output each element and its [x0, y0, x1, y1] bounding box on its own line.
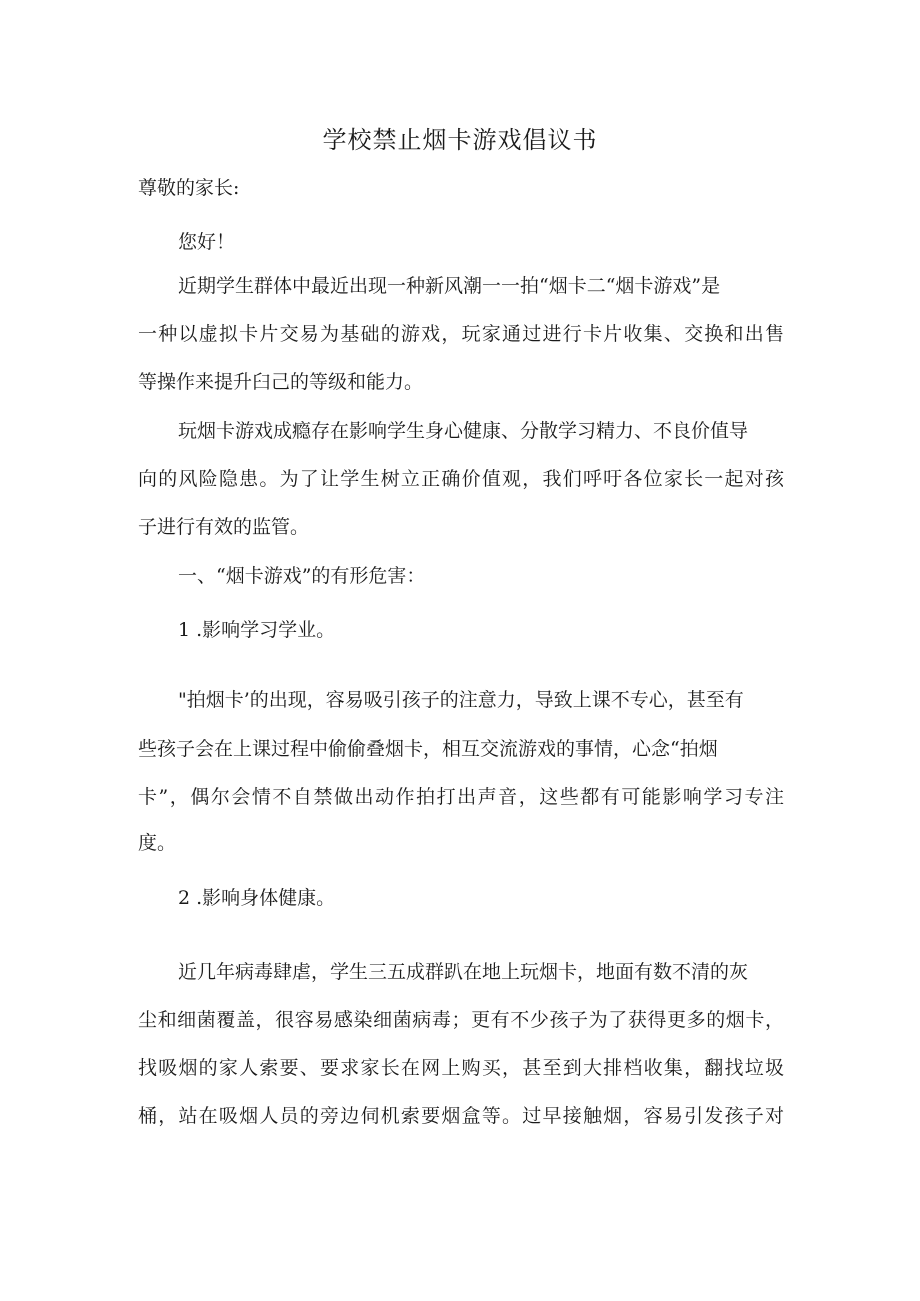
paragraph2-line1: 玩烟卡游戏成瘾存在影响学生身心健康、分散学习精力、不良价值导 — [178, 420, 749, 442]
salutation: 尊敬的家长: — [138, 177, 240, 199]
item1-line2: 些孩子会在上课过程中偷偷叠烟卡，相互交流游戏的事情，心念“拍烟 — [138, 738, 718, 760]
item1-heading: 1 .影响学习学业。 — [178, 619, 336, 641]
paragraph1-line3: 等操作来提升臼己的等级和能力。 — [138, 371, 424, 393]
document-title: 学校禁止烟卡游戏倡议书 — [322, 126, 598, 154]
paragraph1-line2: 一种以虚拟卡片交易为基础的游戏，玩家通过进行卡片收集、交换和出售 — [138, 323, 784, 345]
item2-heading: 2 .影响身体健康。 — [178, 887, 336, 909]
item2-line3: 找吸烟的家人索要、要求家长在网上购买，甚至到大排档收集，翻找垃圾 — [138, 1057, 784, 1079]
greeting: 您好！ — [178, 231, 236, 253]
item1-line1: "拍烟卡’的出现，容易吸引孩子的注意力，导致上课不专心，甚至有 — [178, 689, 744, 711]
paragraph2-line3: 子进行有效的监管。 — [138, 516, 310, 538]
item1-line4: 度。 — [138, 832, 177, 854]
item2-line4: 桶，站在吸烟人员的旁边伺机索要烟盒等。过早接触烟，容易引发孩子对 — [138, 1105, 784, 1127]
paragraph2-line2: 向的风险隐患。为了让学生树立正确价值观，我们呼吁各位家长一起对孩 — [138, 468, 784, 490]
section1-heading: 一、“烟卡游戏”的有形危害： — [178, 565, 426, 587]
item2-line2: 尘和细菌覆盖，很容易感染细菌病毒；更有不少孩子为了获得更多的烟卡， — [138, 1009, 784, 1031]
item1-line3: 卡”，偶尔会情不自禁做出动作拍打出声音，这些都有可能影响学习专注 — [138, 786, 784, 808]
paragraph1-line1: 近期学生群体中最近出现一种新风潮一一拍“烟卡二“烟卡游戏”是 — [178, 275, 721, 297]
item2-line1: 近几年病毒肆虐，学生三五成群趴在地上玩烟卡，地面有数不清的灰 — [178, 961, 749, 983]
